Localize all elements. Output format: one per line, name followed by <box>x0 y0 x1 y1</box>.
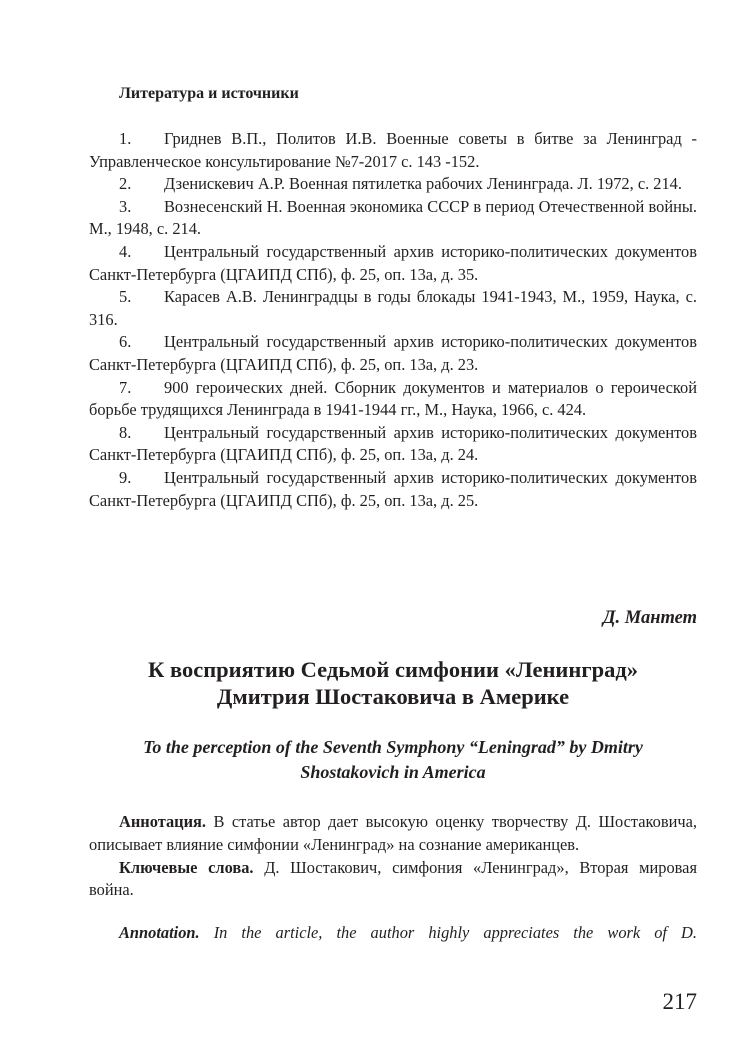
reference-item <box>89 241 697 286</box>
article-subtitle-line: To the perception of the Seventh Symphony “Leningrad” by Dmitry <box>143 737 643 757</box>
abstract-label: Аннотация. <box>119 812 207 831</box>
reference-text: Центральный государственный архив историко-политических документов Санкт-Петербурга (ЦГАИПД СПб), ф. 25, оп. 13а, д. 25. <box>89 467 697 510</box>
reference-number: 6. <box>119 332 132 352</box>
annotation-en-label: Annotation. <box>119 923 200 942</box>
references-list <box>89 128 697 512</box>
reference-text: Центральный государственный архив историко-политических документов Санкт-Петербурга (ЦГАИПД СПб), ф. 25, оп. 13а, д. 24. <box>89 422 697 465</box>
references-heading: Литература и источники <box>119 85 299 102</box>
reference-item <box>89 286 697 331</box>
keywords-paragraph <box>89 857 697 903</box>
abstract-block <box>89 811 697 902</box>
reference-item <box>89 128 697 173</box>
reference-number: 1. <box>119 129 132 148</box>
reference-text: Гриднев В.П., Политов И.В. Военные советы в битве за Ленинград - Управленческое консультирование №7-2017 с. 143 -152. <box>89 129 697 171</box>
reference-number: 3. <box>119 196 132 216</box>
reference-text: Вознесенский Н. Военная экономика СССР в период Отечественной войны. М., 1948, с. 214. <box>89 196 697 239</box>
reference-text: Дзенискевич А.Р. Военная пятилетка рабочих Ленинграда. Л. 1972, с. 214. <box>164 174 682 194</box>
reference-text: 900 героических дней. Сборник документов и материалов о героической борьбе трудящихся Ленинграда в 1941-1944 гг., М., Наука, 1966, с. 424. <box>89 377 697 420</box>
reference-item <box>89 422 697 467</box>
reference-item <box>89 173 697 196</box>
reference-text: Карасев А.В. Ленинградцы в годы блокады 1941-1943, М., 1959, Наука, с. 316. <box>89 287 697 329</box>
reference-item <box>89 196 697 241</box>
reference-text: Центральный государственный архив историко-политических документов Санкт-Петербурга (ЦГАИПД СПб), ф. 25, оп. 13а, д. 35. <box>89 241 697 284</box>
reference-item <box>89 467 697 512</box>
annotation-en-text: In the article, the author highly appreciates the work of D. <box>213 923 697 942</box>
keywords-text: Д. Шостакович, симфония «Ленинград», Вторая мировая война. <box>89 857 697 900</box>
abstract-paragraph <box>89 811 697 857</box>
keywords-label: Ключевые слова. <box>119 857 254 877</box>
reference-number: 8. <box>119 422 132 442</box>
book-page <box>89 0 697 1063</box>
annotation-en-paragraph <box>89 922 697 945</box>
reference-number: 9. <box>119 467 132 487</box>
abstract-text: В статье автор дает высокую оценку творчеству Д. Шостаковича, описывает влияние симфонии «Ленинград» на сознание американцев. <box>89 812 697 854</box>
reference-item <box>89 331 697 376</box>
article-title <box>89 656 697 710</box>
reference-number: 2. <box>119 174 132 194</box>
article-title-line: Дмитрия Шостаковича в Америке <box>216 684 570 709</box>
article-title-line: К восприятию Седьмой симфонии «Ленинград» <box>148 657 638 682</box>
article-author: Д. Мантет <box>602 608 697 628</box>
article-subtitle-en <box>89 735 697 785</box>
page-number: 217 <box>662 989 697 1014</box>
reference-item <box>89 377 697 422</box>
reference-text: Центральный государственный архив историко-политических документов Санкт-Петербурга (ЦГАИПД СПб), ф. 25, оп. 13а, д. 23. <box>89 332 697 374</box>
reference-number: 7. <box>119 377 132 397</box>
reference-number: 4. <box>119 241 132 261</box>
article-subtitle-line: Shostakovich in America <box>300 762 486 782</box>
reference-number: 5. <box>119 287 132 307</box>
